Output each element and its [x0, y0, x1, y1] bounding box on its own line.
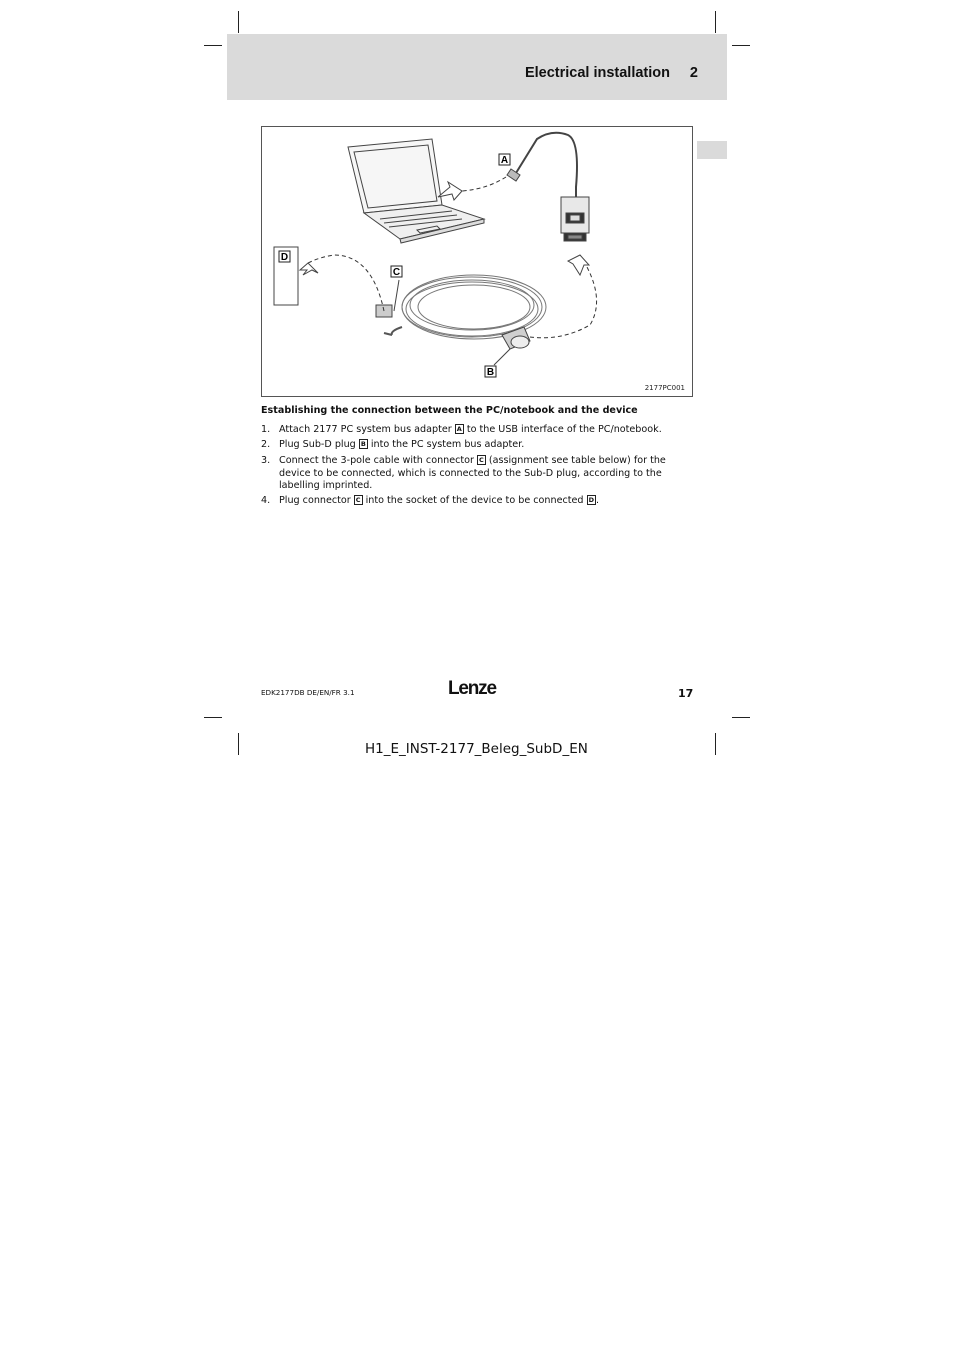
step-text: Plug Sub-D plug [279, 439, 359, 450]
connection-figure [261, 126, 693, 397]
crop-mark [204, 717, 222, 718]
sub-d-plug [502, 327, 530, 349]
step-number: 4. [261, 495, 271, 506]
step-text: Plug connector [279, 495, 354, 506]
brand-wordmark: Lenze [448, 678, 496, 698]
figure-code: 2177PC001 [644, 384, 685, 392]
lenze-logo-wordmark [447, 676, 505, 698]
crop-mark [238, 11, 239, 33]
header-title: Electrical installation [524, 65, 670, 81]
chapter-tab-marker [697, 141, 727, 159]
step-text: to the USB interface of the PC/notebook. [463, 424, 662, 435]
label-d: D [280, 252, 289, 263]
chapter-number: 2 [689, 65, 698, 81]
reference-box: D [588, 496, 594, 504]
step-number: 2. [261, 439, 271, 450]
instruction-step [261, 439, 681, 452]
label-c: C [392, 267, 401, 278]
step-number: 3. [261, 455, 271, 466]
crop-mark [204, 45, 222, 46]
document-id: EDK2177DB DE/EN/FR 3.1 [261, 688, 355, 697]
step-text: into the PC system bus adapter. [367, 439, 525, 450]
instruction-step [261, 495, 681, 508]
step-text: Connect the 3-pole cable with connector [279, 455, 478, 466]
label-b: B [486, 367, 495, 378]
step-text: into the socket of the device to be connected [362, 495, 587, 506]
crop-mark [732, 717, 750, 718]
step-text: Attach 2177 PC system bus adapter [279, 424, 455, 435]
step-text: . [595, 495, 600, 506]
page-number: 17 [678, 687, 694, 700]
instruction-step [261, 455, 673, 493]
label-a: A [500, 155, 509, 166]
page-header [227, 34, 727, 100]
reference-box: B [360, 440, 366, 448]
section-heading: Establishing the connection between the PC/notebook and the device [261, 405, 638, 416]
step-number: 1. [261, 424, 271, 435]
bus-adapter [561, 197, 589, 241]
step-text: (assignment see table below) for the device to be connected, which is connected to the Sub-D plug, according to the labelling imprinted. [279, 455, 666, 491]
reference-box: A [456, 425, 462, 433]
reference-box: C [355, 496, 361, 504]
instruction-step [261, 424, 681, 437]
crop-mark [715, 733, 716, 755]
brand-logo [447, 676, 505, 702]
crop-mark [732, 45, 750, 46]
file-name-label: H1_E_INST-2177_Beleg_SubD_EN [365, 741, 588, 757]
crop-mark [715, 11, 716, 33]
reference-box: C [479, 456, 484, 464]
crop-mark [238, 733, 239, 755]
connection-illustration [262, 127, 694, 398]
